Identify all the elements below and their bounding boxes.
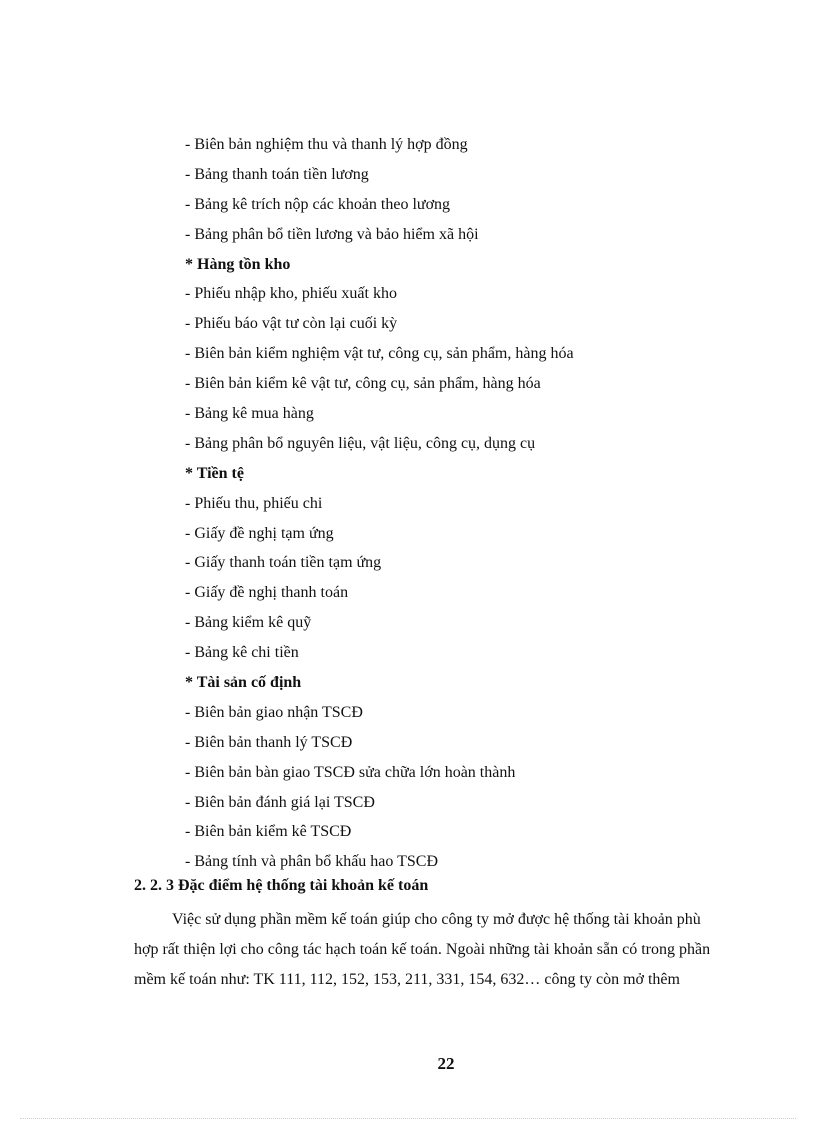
list-item: - Biên bản kiểm kê TSCĐ xyxy=(185,823,352,841)
list-item: - Phiếu thu, phiếu chi xyxy=(185,494,323,512)
page-number: 22 xyxy=(437,1054,455,1073)
list-item: - Biên bản giao nhận TSCĐ xyxy=(185,703,363,721)
list-item: - Biên bản kiểm nghiệm vật tư, công cụ, sản phẩm, hàng hóa xyxy=(185,345,574,363)
list-item: - Bảng kiểm kê quỹ xyxy=(185,614,312,632)
list-item: - Bảng kê chi tiền xyxy=(185,644,299,662)
list-item: - Biên bản bàn giao TSCĐ sửa chữa lớn hoàn thành xyxy=(185,763,516,781)
list-item: - Biên bản kiểm kê vật tư, công cụ, sản phẩm, hàng hóa xyxy=(185,375,541,393)
list-item: - Giấy đề nghị tạm ứng xyxy=(185,524,334,542)
list-item: - Bảng thanh toán tiền lương xyxy=(185,165,369,183)
list-heading: * Hàng tồn kho xyxy=(185,255,291,273)
list-item: - Bảng phân bổ tiền lương và bảo hiểm xã hội xyxy=(185,225,479,243)
section-title: 2. 2. 3 Đặc điểm hệ thống tài khoản kế toán xyxy=(134,877,429,894)
list-item: - Phiếu báo vật tư còn lại cuối kỳ xyxy=(185,315,398,333)
list-item: - Biên bản thanh lý TSCĐ xyxy=(185,733,353,751)
list-item: - Giấy thanh toán tiền tạm ứng xyxy=(185,554,382,572)
list-heading: * Tài sản cố định xyxy=(185,674,302,692)
paragraph-line: mềm kế toán như: TK 111, 112, 152, 153, 211, 331, 154, 632… công ty còn mở thêm xyxy=(134,971,680,988)
list-item: - Biên bản đánh giá lại TSCĐ xyxy=(185,793,375,811)
list-item: - Bảng kê mua hàng xyxy=(185,405,314,423)
body-paragraph xyxy=(134,905,746,995)
list-heading: * Tiền tệ xyxy=(185,464,244,482)
list-item: - Bảng phân bổ nguyên liệu, vật liệu, công cụ, dụng cụ xyxy=(185,434,536,452)
document-list xyxy=(185,130,574,877)
footer-divider xyxy=(20,1118,796,1119)
list-item: - Biên bản nghiệm thu và thanh lý hợp đồng xyxy=(185,136,468,153)
paragraph-line: Việc sử dụng phần mềm kế toán giúp cho công ty mở được hệ thống tài khoản phù xyxy=(172,911,701,928)
list-item: - Bảng tính và phân bổ khấu hao TSCĐ xyxy=(185,853,439,871)
list-item: - Phiếu nhập kho, phiếu xuất kho xyxy=(185,285,397,303)
paragraph-line: hợp rất thiện lợi cho công tác hạch toán kế toán. Ngoài những tài khoản sẵn có trong phần xyxy=(134,941,711,958)
list-item: - Giấy đề nghị thanh toán xyxy=(185,584,349,602)
list-item: - Bảng kê trích nộp các khoản theo lương xyxy=(185,195,451,213)
